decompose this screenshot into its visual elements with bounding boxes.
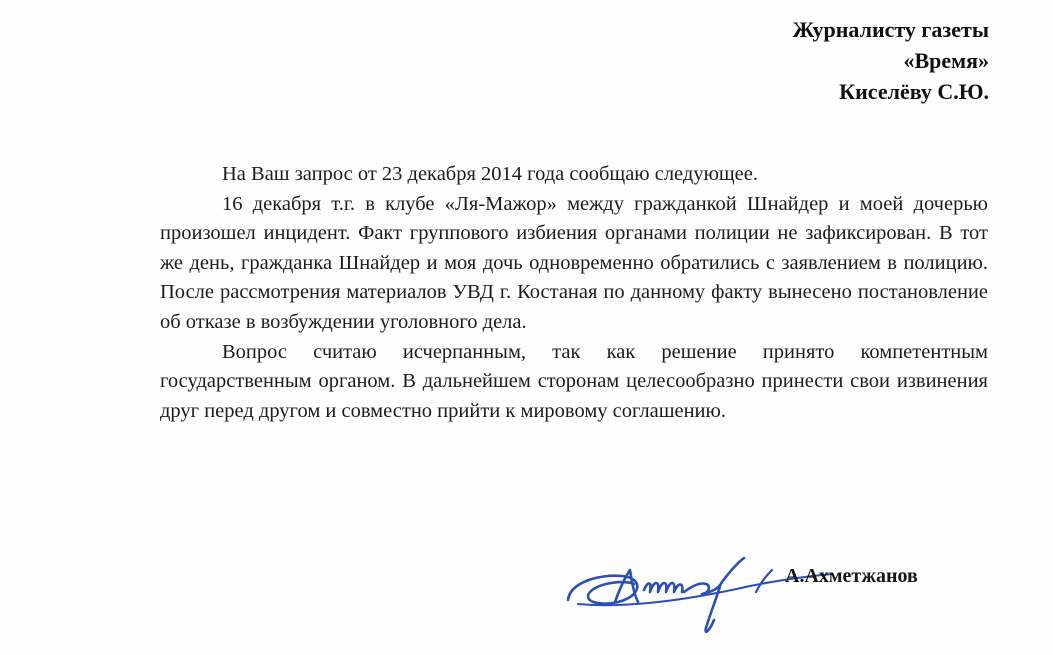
signer-name: А.Ахметжанов <box>785 565 918 587</box>
addressee-line-3: Киселёву С.Ю. <box>839 79 989 104</box>
paragraph-1: На Ваш запрос от 23 декабря 2014 года сообщаю следующее. <box>222 163 758 185</box>
paragraph-3: Вопрос считаю исчерпанным, так как решение принято компетентным государственным органом. В дальнейшем сторонам целесообразно принести свои извинения друг перед другом и совместно прийти к мировому соглашению. <box>160 340 988 422</box>
addressee-line-1: Журналисту газеты <box>792 17 989 42</box>
paragraph-2: 16 декабря т.г. в клубе «Ля-Мажор» между гражданкой Шнайдер и моей дочерью произошел инцидент. Факт группового избиения органами полиции не зафиксирован. В тот же день, гражданка Шнайдер и моя дочь одновременно обратились с заявлением в полицию. После рассмотрения материалов УВД г. Костаная по данному факту вынесено постановление об отказе в возбуждении уголовного дела. <box>160 192 988 333</box>
handwritten-signature <box>560 540 840 640</box>
letter-body <box>160 160 988 426</box>
addressee-block <box>792 14 989 107</box>
addressee-line-2: «Время» <box>903 48 989 73</box>
signature-block <box>560 540 1000 640</box>
